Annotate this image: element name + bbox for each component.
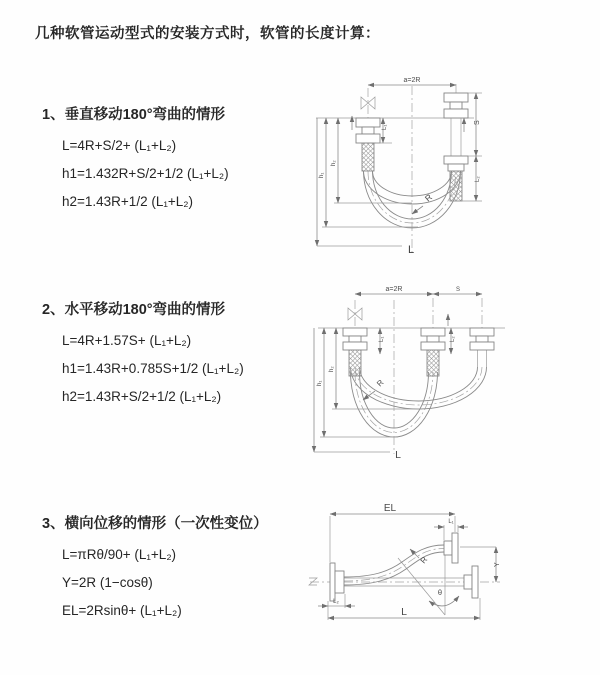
section-vertical-move <box>42 103 229 216</box>
h1-label: h₁ <box>319 172 325 178</box>
formula-line: h2=1.43R+S/2+1/2 (L₁+L₂) <box>62 389 222 404</box>
braided-hose-section <box>450 171 462 201</box>
right-pipe-fitting <box>444 93 468 201</box>
dimension-l1 <box>379 328 385 354</box>
el-label: EL <box>383 503 397 514</box>
l2-label: L₂ <box>333 599 339 605</box>
l2-label: L₂ <box>475 176 481 182</box>
section-lateral-displacement <box>42 512 268 625</box>
length-label: L <box>395 449 401 461</box>
s-label: S <box>474 120 481 125</box>
span-label: a=2R <box>385 286 403 293</box>
dimension-heights <box>314 328 422 452</box>
vertical-bend-diagram <box>312 70 592 265</box>
braided-hose-section <box>427 350 439 376</box>
radius-label: R <box>375 377 386 389</box>
formula-list <box>62 132 229 216</box>
formula-list <box>62 327 244 411</box>
dimension-travel <box>433 287 482 294</box>
section-horizontal-move <box>42 298 244 411</box>
section-heading: 3、横向位移的情形（一次性变位） <box>42 516 268 532</box>
section-heading: 2、水平移动180°弯曲的情形 <box>42 302 226 318</box>
lateral-displacement-drawing <box>300 500 600 645</box>
l1-label: L₁ <box>379 336 385 342</box>
formula-line: h1=1.432R+S/2+1/2 (L₁+L₂) <box>62 166 229 181</box>
dimension-l1 <box>434 519 468 540</box>
formula-line: L=4R+S/2+ (L₁+L₂) <box>62 138 177 153</box>
braided-hose-section <box>362 143 374 171</box>
radius-label: R <box>422 191 434 204</box>
hose-curves <box>351 350 487 437</box>
formula-line: L=πRθ/90+ (L₁+L₂) <box>62 547 177 562</box>
dimension-span <box>355 286 433 294</box>
dimension-length <box>328 598 480 620</box>
page-title: 几种软管运动型式的安装方式时，软管的长度计算： <box>35 26 380 42</box>
h2-label: h₂ <box>331 160 337 166</box>
formula-line: EL=2Rsinθ+ (L₁+L₂) <box>62 603 182 618</box>
formula-list <box>62 541 268 625</box>
dimension-l2 <box>318 594 355 608</box>
travel-label: S <box>455 287 461 293</box>
dimension-el <box>330 503 455 562</box>
y-label: Y <box>494 562 501 567</box>
l1-label: L₁ <box>382 124 388 130</box>
h1-label: h₁ <box>317 380 323 386</box>
vertical-bend-drawing <box>312 70 592 260</box>
angle-construction <box>398 550 459 615</box>
lateral-displacement-diagram <box>300 500 600 650</box>
upper-right-flange <box>444 533 458 563</box>
length-label: L <box>401 606 407 618</box>
dimension-l2 <box>450 328 456 354</box>
formula-line: Y=2R (1−cosθ) <box>62 575 153 590</box>
right-pipe-fitting <box>470 328 494 350</box>
braided-hose-section <box>349 350 361 376</box>
mid-pipe-fitting <box>421 328 445 376</box>
horizontal-bend-drawing <box>310 282 600 462</box>
length-label: L <box>407 244 415 256</box>
section-heading: 1、垂直移动180°弯曲的情形 <box>42 107 226 123</box>
horizontal-bend-diagram <box>310 282 600 467</box>
formula-line: h1=1.43R+0.785S+1/2 (L₁+L₂) <box>62 361 244 376</box>
radius-label: R <box>418 555 430 566</box>
centerline-mark <box>309 578 317 585</box>
formula-line: L=4R+1.57S+ (L₁+L₂) <box>62 333 192 348</box>
h2-label: h₂ <box>329 366 335 372</box>
left-pipe-fitting <box>343 328 367 376</box>
l2-label: L₂ <box>450 336 456 342</box>
theta-label: θ <box>437 588 443 597</box>
span-label: a=2R <box>403 77 421 84</box>
l1-label: L₁ <box>448 519 454 525</box>
left-pipe-fitting <box>356 118 380 171</box>
left-flange <box>330 563 344 601</box>
formula-line: h2=1.43R+1/2 (L₁+L₂) <box>62 194 194 209</box>
dimension-span <box>368 77 456 85</box>
s-curve-hose <box>344 545 444 585</box>
